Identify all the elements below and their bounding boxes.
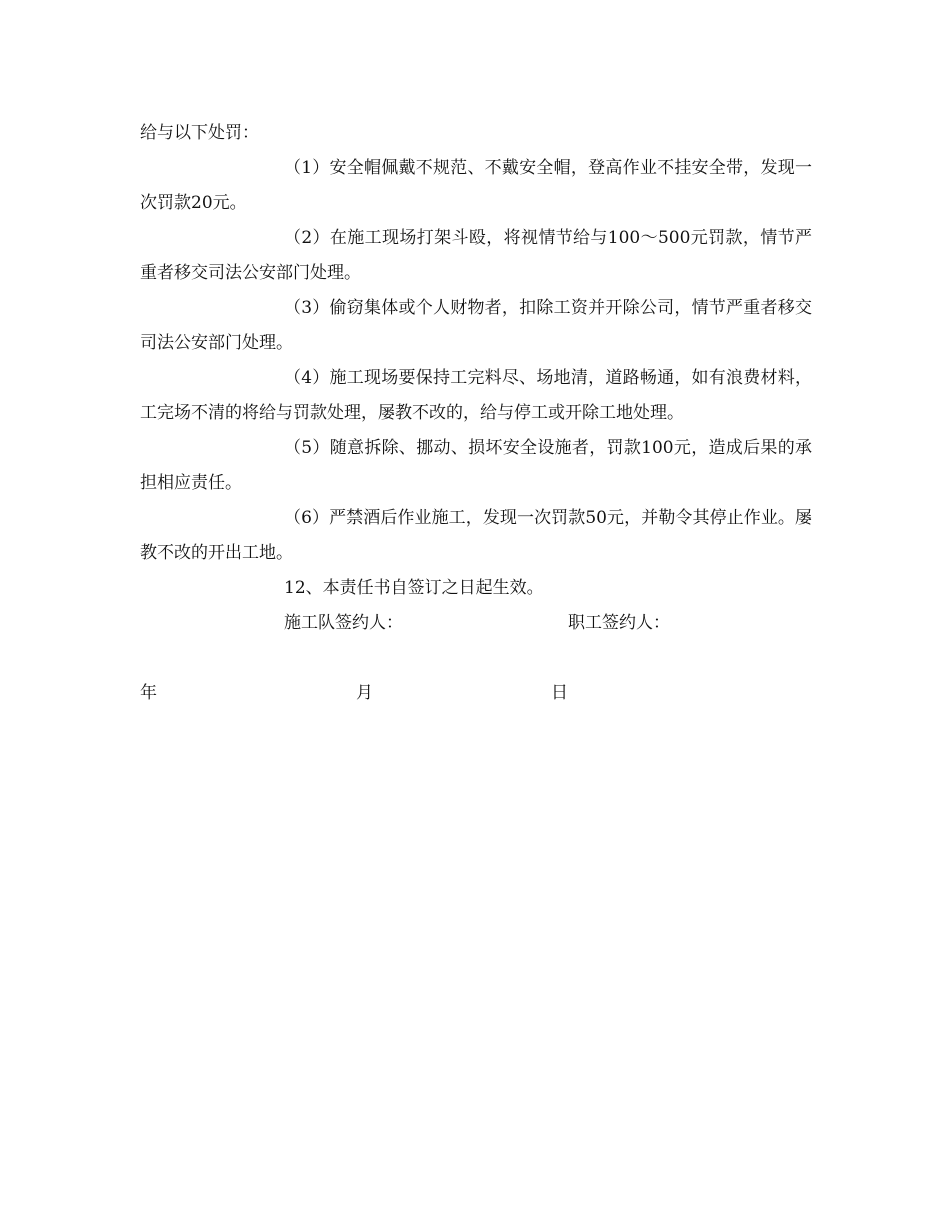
document-body [140,116,812,711]
penalty-item-2: （2）在施工现场打架斗殴，将视情节给与100～500元罚款，情节严重者移交司法公安部门处理。 [140,228,812,283]
date-day-label: 日 [551,683,568,703]
date-year-label: 年 [140,683,157,703]
signature-row [140,606,812,641]
worker-signatory-label: 职工签约人： [568,613,670,633]
penalty-item-3: （3）偷窃集体或个人财物者，扣除工资并开除公司，情节严重者移交司法公安部门处理。 [140,298,812,353]
intro-text: 给与以下处罚： [140,123,259,143]
penalty-item-1: （1）安全帽佩戴不规范、不戴安全帽，登高作业不挂安全带，发现一次罚款20元。 [140,158,812,213]
clause-12: 12、本责任书自签订之日起生效。 [284,578,544,598]
date-row [140,676,812,711]
team-signatory-label: 施工队签约人： [284,613,403,633]
penalty-item-5: （5）随意拆除、挪动、损坏安全设施者，罚款100元，造成后果的承担相应责任。 [140,438,812,493]
penalty-item-4: （4）施工现场要保持工完料尽、场地清，道路畅通，如有浪费材料，工完场不清的将给与罚款处理，屡教不改的，给与停工或开除工地处理。 [140,368,812,423]
date-month-label: 月 [356,683,373,703]
penalty-item-6: （6）严禁酒后作业施工，发现一次罚款50元，并勒令其停止作业。屡教不改的开出工地。 [140,508,812,563]
